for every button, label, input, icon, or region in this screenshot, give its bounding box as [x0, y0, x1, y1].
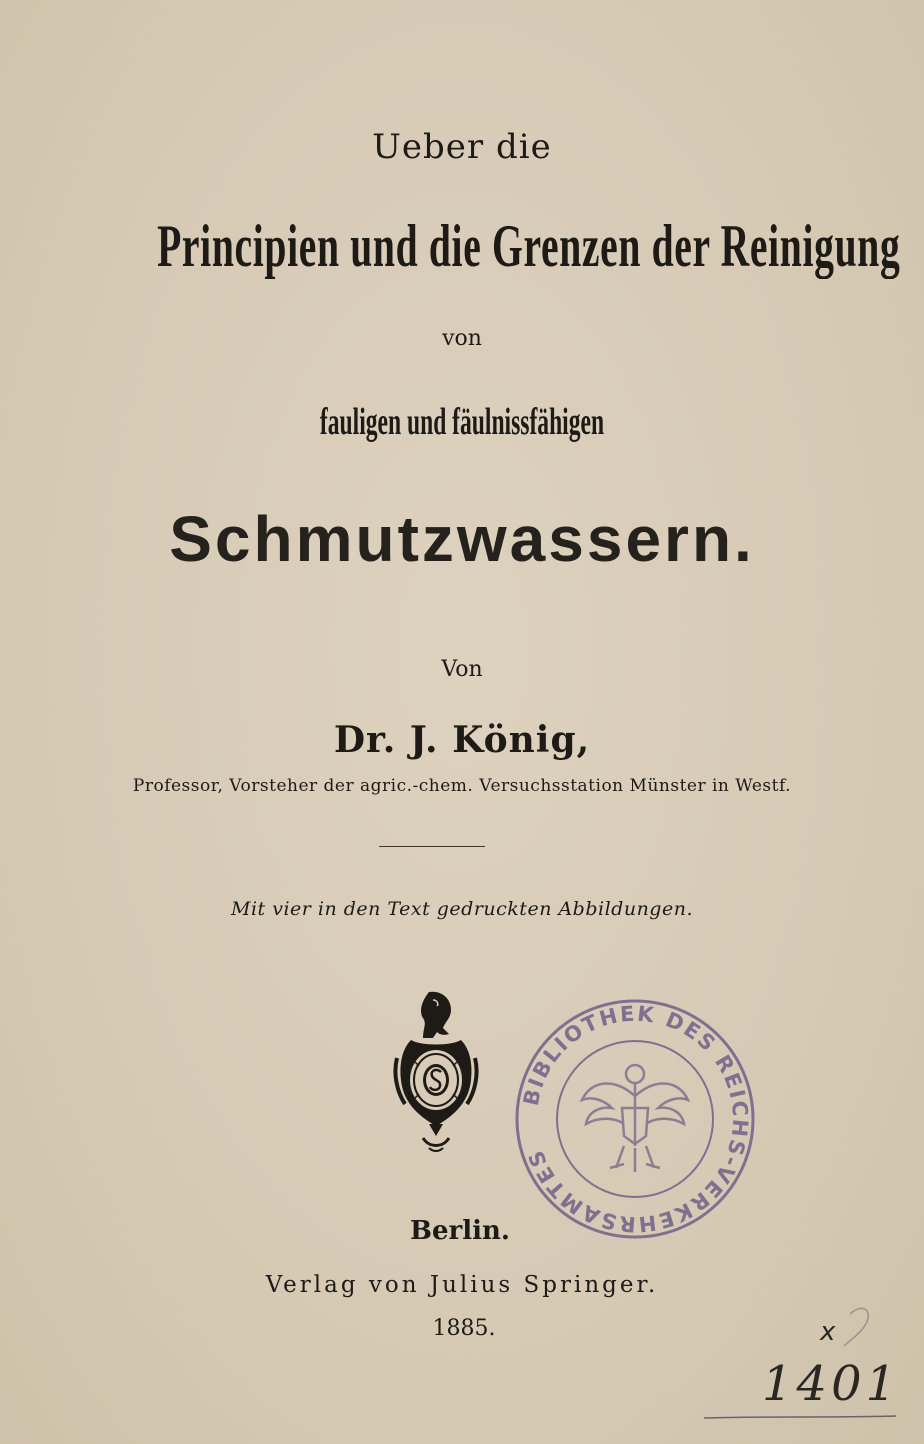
- title-von: von: [442, 326, 482, 351]
- title-main: Principien und die Grenzen der Reinigung: [157, 213, 901, 279]
- divider-rule: [379, 846, 485, 847]
- illustrations-note: Mit vier in den Text gedruckten Abbildungen.: [231, 898, 693, 920]
- author-affiliation: Professor, Vorsteher der agric.-chem. Versuchsstation Münster in Westf.: [132, 776, 792, 796]
- stamp-text: BIBLIOTHEK DES REICHS-VERKEHRSAMTES: [518, 1001, 753, 1237]
- springer-knight-emblem-icon: [393, 988, 479, 1152]
- title-subject: Schmutzwassern.: [169, 503, 755, 575]
- author-name: Dr. J. König,: [333, 719, 591, 761]
- title-intro: Ueber die: [372, 127, 552, 167]
- handwritten-shelfmark: [700, 1300, 910, 1430]
- shelfmark-mark: x: [820, 1317, 836, 1347]
- shelfmark-number: 1401: [762, 1356, 901, 1412]
- publication-year: 1885.: [432, 1316, 496, 1341]
- title-adjectives: fauligen und fäulnissfähigen: [319, 401, 605, 443]
- publication-place: Berlin.: [410, 1216, 510, 1246]
- library-seal-stamp-icon: [512, 996, 758, 1242]
- publisher: Verlag von Julius Springer.: [265, 1272, 659, 1298]
- byline-von: Von: [441, 657, 483, 682]
